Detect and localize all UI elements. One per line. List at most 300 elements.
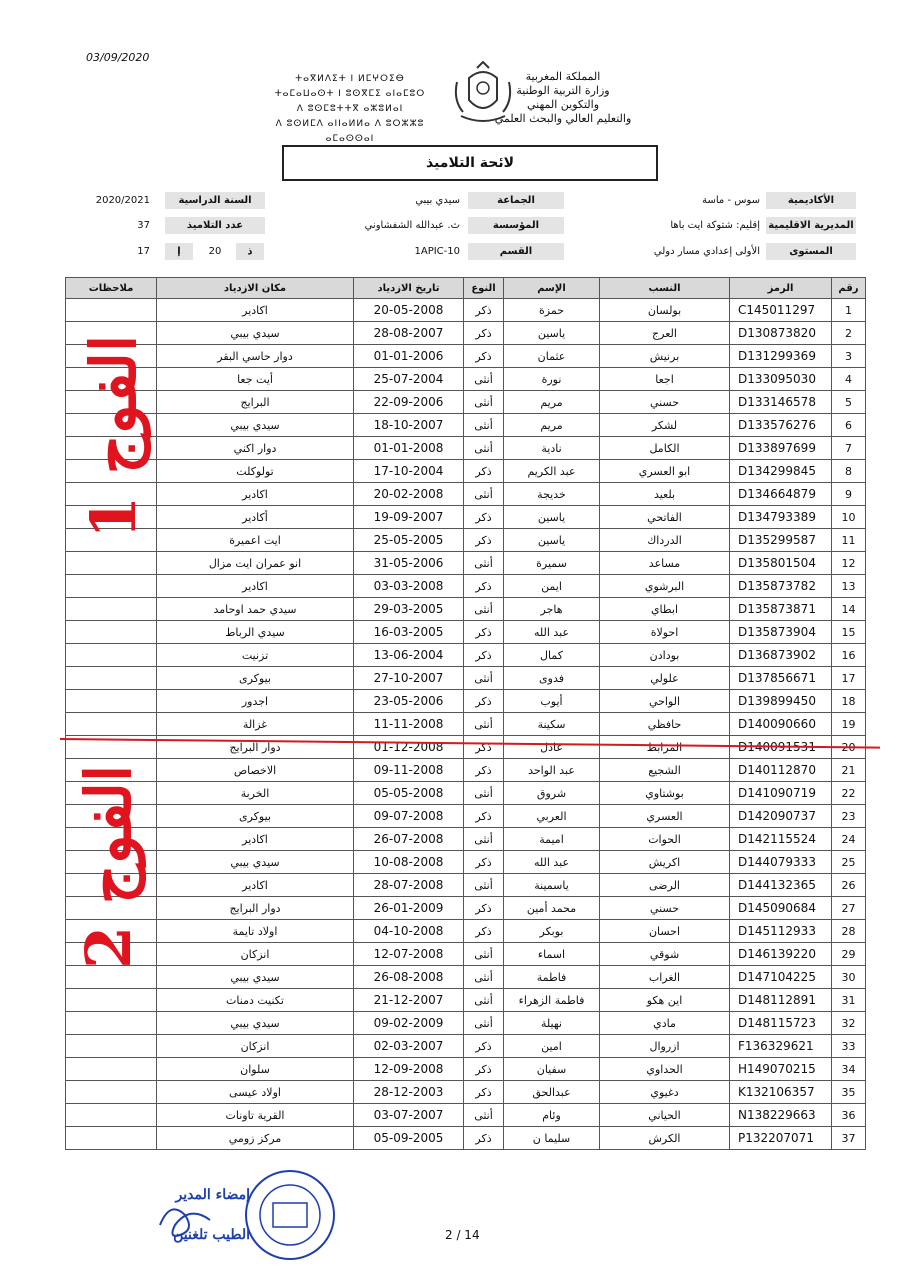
cell-number: 37 <box>832 1127 866 1150</box>
cell-sex: ذكر <box>464 1058 504 1081</box>
cell-birthdate: 21-12-2007 <box>354 989 464 1012</box>
cell-firstname: سكينة <box>504 713 600 736</box>
cell-birthdate: 13-06-2004 <box>354 644 464 667</box>
cell-code: D144079333 <box>730 851 832 874</box>
table-row <box>66 598 866 621</box>
cell-birthdate: 23-05-2006 <box>354 690 464 713</box>
table-row <box>66 713 866 736</box>
col-header-birthdate: تاريخ الازدياد <box>354 278 464 299</box>
cell-birthplace: سيدي الرباط <box>157 621 354 644</box>
cell-firstname: عثمان <box>504 345 600 368</box>
cell-birthplace: تولوكلت <box>157 460 354 483</box>
cell-sex: أنثى <box>464 667 504 690</box>
cell-birthdate: 01-01-2006 <box>354 345 464 368</box>
header-line: وزارة التربية الوطنية <box>516 84 610 97</box>
cell-birthplace: دوار البرايج <box>157 736 354 759</box>
table-row <box>66 1127 866 1150</box>
cell-birthplace: سيدي بيبي <box>157 1012 354 1035</box>
cell-sex: أنثى <box>464 943 504 966</box>
year-value: 2020/2021 <box>95 195 150 206</box>
cell-sex: أنثى <box>464 552 504 575</box>
print-date: 03/09/2020 <box>86 51 150 64</box>
cell-number: 4 <box>832 368 866 391</box>
cell-firstname: عبد الله <box>504 851 600 874</box>
cell-lastname: برنيش <box>600 345 730 368</box>
cell-sex: ذكر <box>464 897 504 920</box>
cell-code: D130873820 <box>730 322 832 345</box>
cell-lastname: الغراب <box>600 966 730 989</box>
cell-birthdate: 16-03-2005 <box>354 621 464 644</box>
cell-birthplace: اجدور <box>157 690 354 713</box>
col-header-firstname: الإسم <box>504 278 600 299</box>
cell-birthdate: 01-01-2008 <box>354 437 464 460</box>
cell-firstname: كمال <box>504 644 600 667</box>
cell-birthdate: 20-02-2008 <box>354 483 464 506</box>
cell-firstname: بوبكر <box>504 920 600 943</box>
cell-sex: أنثى <box>464 391 504 414</box>
cell-code: D137856671 <box>730 667 832 690</box>
cell-lastname: الحوات <box>600 828 730 851</box>
cell-lastname: بوشتاوي <box>600 782 730 805</box>
cell-sex: ذكر <box>464 345 504 368</box>
cell-firstname: العربي <box>504 805 600 828</box>
cell-number: 5 <box>832 391 866 414</box>
cell-firstname: مريم <box>504 414 600 437</box>
table-row <box>66 874 866 897</box>
signature-scribble-icon <box>150 1195 220 1245</box>
cell-birthdate: 09-11-2008 <box>354 759 464 782</box>
cell-sex: أنثى <box>464 598 504 621</box>
cell-birthplace: سيدي بيبي <box>157 414 354 437</box>
cell-sex: ذكر <box>464 322 504 345</box>
cell-sex: ذكر <box>464 851 504 874</box>
cell-firstname: ياسين <box>504 322 600 345</box>
cell-sex: ذكر <box>464 644 504 667</box>
cell-lastname: الواحي <box>600 690 730 713</box>
cell-birthdate: 11-11-2008 <box>354 713 464 736</box>
cell-sex: أنثى <box>464 1012 504 1035</box>
cell-code: D134299845 <box>730 460 832 483</box>
cell-lastname: بودادن <box>600 644 730 667</box>
cell-code: D131299369 <box>730 345 832 368</box>
col-header-lastname: النسب <box>600 278 730 299</box>
cell-number: 12 <box>832 552 866 575</box>
cell-birthdate: 12-09-2008 <box>354 1058 464 1081</box>
cell-birthplace: البرايج <box>157 391 354 414</box>
cell-code: D142115524 <box>730 828 832 851</box>
cell-birthplace: انزكان <box>157 943 354 966</box>
cell-birthplace: الخربة <box>157 782 354 805</box>
cell-number: 10 <box>832 506 866 529</box>
year-label: السنة الدراسية <box>165 192 265 209</box>
cell-birthplace: الاخصاص <box>157 759 354 782</box>
cell-birthplace: أكادير <box>157 506 354 529</box>
cell-birthdate: 12-07-2008 <box>354 943 464 966</box>
cell-code: N138229663 <box>730 1104 832 1127</box>
cell-code: D133897699 <box>730 437 832 460</box>
header-line: ⵜⴰⴳⵍⴷⵉⵜ ⵏ ⵍⵎⵖⵔⵉⴱ <box>295 74 405 84</box>
cell-birthplace: اكادير <box>157 828 354 851</box>
table-row <box>66 1081 866 1104</box>
cell-birthdate: 03-07-2007 <box>354 1104 464 1127</box>
academy-value: سوس - ماسة <box>702 195 760 206</box>
cell-lastname: احسان <box>600 920 730 943</box>
signature-name: الطيب تلغنين <box>173 1227 250 1243</box>
cell-code: D139899450 <box>730 690 832 713</box>
cell-birthdate: 18-10-2007 <box>354 414 464 437</box>
cell-code: D135873871 <box>730 598 832 621</box>
cell-birthplace: دوار البرايج <box>157 897 354 920</box>
cell-birthplace: انو عمران ايت مزال <box>157 552 354 575</box>
cell-number: 16 <box>832 644 866 667</box>
cell-number: 3 <box>832 345 866 368</box>
cell-sex: ذكر <box>464 759 504 782</box>
cell-code: H149070215 <box>730 1058 832 1081</box>
cell-number: 36 <box>832 1104 866 1127</box>
cell-code: D148115723 <box>730 1012 832 1035</box>
cell-code: D148112891 <box>730 989 832 1012</box>
male-count-value: 20 <box>208 246 222 257</box>
cell-birthdate: 25-07-2004 <box>354 368 464 391</box>
cell-birthplace: تكنيت دمنات <box>157 989 354 1012</box>
header-line: ⴷ ⵓⵙⵎⵓⵜⵜⴳ ⴰⵣⵓⵍⴰⵏ <box>296 104 404 114</box>
cell-sex: أنثى <box>464 966 504 989</box>
school-value: ث. عبدالله الشفشاوني <box>364 220 460 231</box>
cell-lastname: لشكر <box>600 414 730 437</box>
cell-lastname: الحياني <box>600 1104 730 1127</box>
table-row <box>66 322 866 345</box>
cell-birthplace: دوار اكني <box>157 437 354 460</box>
cell-birthdate: 28-08-2007 <box>354 322 464 345</box>
table-row <box>66 943 866 966</box>
cell-sex: ذكر <box>464 1035 504 1058</box>
cell-code: D136873902 <box>730 644 832 667</box>
cell-birthplace: انزكان <box>157 1035 354 1058</box>
cell-birthdate: 09-02-2009 <box>354 1012 464 1035</box>
cell-sex: أنثى <box>464 437 504 460</box>
table-row <box>66 437 866 460</box>
cell-lastname: اجعا <box>600 368 730 391</box>
cell-sex: أنثى <box>464 414 504 437</box>
cell-birthplace: سيدي بيبي <box>157 966 354 989</box>
cell-lastname: حافظي <box>600 713 730 736</box>
cell-lastname: اين هكو <box>600 989 730 1012</box>
commune-value: سيدي بيبي <box>415 195 460 206</box>
cell-birthplace: سيدي بيبي <box>157 851 354 874</box>
cell-birthplace: ايت اعميرة <box>157 529 354 552</box>
header-line: والتكوين المهني <box>526 98 600 111</box>
cell-birthdate: 26-01-2009 <box>354 897 464 920</box>
col-header-code: الرمز <box>730 278 832 299</box>
count-value: 37 <box>137 220 150 231</box>
cell-firstname: فاطمة الزهراء <box>504 989 600 1012</box>
cell-sex: ذكر <box>464 690 504 713</box>
cell-birthdate: 22-09-2006 <box>354 391 464 414</box>
cell-birthdate: 28-12-2003 <box>354 1081 464 1104</box>
ministry-header-tifinagh <box>250 72 450 147</box>
cell-code: D144132365 <box>730 874 832 897</box>
cell-code: D133146578 <box>730 391 832 414</box>
cell-code: D140090660 <box>730 713 832 736</box>
table-row <box>66 414 866 437</box>
cell-firstname: ياسين <box>504 529 600 552</box>
table-row <box>66 552 866 575</box>
cell-number: 33 <box>832 1035 866 1058</box>
table-row <box>66 897 866 920</box>
cell-birthplace: القرية تاونات <box>157 1104 354 1127</box>
cell-number: 2 <box>832 322 866 345</box>
cell-birthdate: 31-05-2006 <box>354 552 464 575</box>
cell-code: D135801504 <box>730 552 832 575</box>
cell-code: D133576276 <box>730 414 832 437</box>
cell-firstname: نادية <box>504 437 600 460</box>
cell-sex: أنثى <box>464 782 504 805</box>
cell-birthplace: اكادير <box>157 575 354 598</box>
table-row <box>66 1012 866 1035</box>
cell-firstname: نورة <box>504 368 600 391</box>
cell-firstname: اميمة <box>504 828 600 851</box>
table-row <box>66 966 866 989</box>
cell-number: 29 <box>832 943 866 966</box>
level-value: الأولى إعدادي مسار دولي <box>653 246 760 257</box>
cell-number: 17 <box>832 667 866 690</box>
cell-lastname: اكريش <box>600 851 730 874</box>
cell-sex: ذكر <box>464 621 504 644</box>
cell-firstname: أيوب <box>504 690 600 713</box>
cell-birthplace: سيدي بيبي <box>157 322 354 345</box>
cell-number: 21 <box>832 759 866 782</box>
cell-number: 9 <box>832 483 866 506</box>
cell-code: D145112933 <box>730 920 832 943</box>
cell-birthplace: اكادير <box>157 483 354 506</box>
table-row <box>66 644 866 667</box>
cell-firstname: فاطمة <box>504 966 600 989</box>
cell-lastname: العسري <box>600 805 730 828</box>
cell-birthplace: دوار حاسي البقر <box>157 345 354 368</box>
cell-number: 23 <box>832 805 866 828</box>
cell-birthdate: 25-05-2005 <box>354 529 464 552</box>
cell-birthdate: 19-09-2007 <box>354 506 464 529</box>
cell-lastname: ازروال <box>600 1035 730 1058</box>
cell-lastname: الكامل <box>600 437 730 460</box>
cell-birthdate: 09-07-2008 <box>354 805 464 828</box>
cell-sex: ذكر <box>464 1081 504 1104</box>
table-row <box>66 460 866 483</box>
col-header-sex: النوع <box>464 278 504 299</box>
table-row <box>66 1058 866 1081</box>
header-line: والتعليم العالي والبحث العلمي <box>494 112 632 125</box>
cell-birthplace: مركز زومي <box>157 1127 354 1150</box>
table-row <box>66 989 866 1012</box>
cell-birthplace: بيوكرى <box>157 667 354 690</box>
cell-sex: أنثى <box>464 874 504 897</box>
cell-code: D135299587 <box>730 529 832 552</box>
cell-firstname: خديجة <box>504 483 600 506</box>
cell-number: 32 <box>832 1012 866 1035</box>
document-title: لائحة التلاميذ <box>282 145 658 181</box>
header-line: المملكة المغربية <box>525 70 601 83</box>
table-row <box>66 759 866 782</box>
cell-number: 13 <box>832 575 866 598</box>
cell-code: D141090719 <box>730 782 832 805</box>
cell-sex: ذكر <box>464 575 504 598</box>
cell-birthdate: 05-09-2005 <box>354 1127 464 1150</box>
cell-number: 26 <box>832 874 866 897</box>
cell-firstname: عبد الله <box>504 621 600 644</box>
cell-firstname: ياسمينة <box>504 874 600 897</box>
cell-number: 19 <box>832 713 866 736</box>
group1-annotation: الفوج 1 <box>77 335 150 540</box>
cell-lastname: حسني <box>600 897 730 920</box>
cell-birthplace: أيت جعا <box>157 368 354 391</box>
cell-sex: أنثى <box>464 989 504 1012</box>
cell-sex: ذكر <box>464 1127 504 1150</box>
cell-code: D134664879 <box>730 483 832 506</box>
cell-number: 27 <box>832 897 866 920</box>
cell-firstname: نهيلة <box>504 1012 600 1035</box>
cell-code: F136329621 <box>730 1035 832 1058</box>
cell-sex: ذكر <box>464 299 504 322</box>
group2-annotation: الفوج 2 <box>72 765 145 970</box>
cell-birthdate: 02-03-2007 <box>354 1035 464 1058</box>
cell-number: 31 <box>832 989 866 1012</box>
cell-birthplace: اولاد تايمة <box>157 920 354 943</box>
cell-code: D140112870 <box>730 759 832 782</box>
cell-code: D135873904 <box>730 621 832 644</box>
cell-firstname: ايمن <box>504 575 600 598</box>
cell-lastname: شوقي <box>600 943 730 966</box>
cell-firstname: شروق <box>504 782 600 805</box>
table-row <box>66 391 866 414</box>
cell-code: D133095030 <box>730 368 832 391</box>
school-label: المؤسسة <box>468 217 564 234</box>
cell-code: P132207071 <box>730 1127 832 1150</box>
cell-sex: أنثى <box>464 713 504 736</box>
cell-number: 18 <box>832 690 866 713</box>
male-count-label: ذ <box>236 243 264 260</box>
cell-birthplace: تزنيت <box>157 644 354 667</box>
cell-firstname: سفيان <box>504 1058 600 1081</box>
cell-birthplace: اولاد عيسى <box>157 1081 354 1104</box>
cell-number: 30 <box>832 966 866 989</box>
cell-birthdate: 17-10-2004 <box>354 460 464 483</box>
cell-lastname: مادي <box>600 1012 730 1035</box>
cell-sex: ذكر <box>464 805 504 828</box>
cell-lastname: البرشوي <box>600 575 730 598</box>
cell-firstname: حمزة <box>504 299 600 322</box>
cell-birthplace: بيوكرى <box>157 805 354 828</box>
cell-number: 1 <box>832 299 866 322</box>
col-header-number: رقم <box>832 278 866 299</box>
direction-value: إقليم: شتوكة ايت باها <box>670 220 760 231</box>
cell-lastname: دغيوي <box>600 1081 730 1104</box>
cell-birthplace: اكادير <box>157 299 354 322</box>
cell-birthdate: 10-08-2008 <box>354 851 464 874</box>
signature-caption: إمضاء المدير <box>175 1187 250 1203</box>
cell-number: 22 <box>832 782 866 805</box>
table-row <box>66 575 866 598</box>
cell-number: 14 <box>832 598 866 621</box>
table-row <box>66 1104 866 1127</box>
col-header-notes: ملاحظات <box>66 278 157 299</box>
cell-code: D134793389 <box>730 506 832 529</box>
cell-firstname: مريم <box>504 391 600 414</box>
cell-firstname: ياسين <box>504 506 600 529</box>
cell-number: 7 <box>832 437 866 460</box>
cell-birthdate: 20-05-2008 <box>354 299 464 322</box>
cell-birthdate: 05-05-2008 <box>354 782 464 805</box>
table-row <box>66 690 866 713</box>
table-row <box>66 299 866 322</box>
cell-sex: ذكر <box>464 736 504 759</box>
cell-firstname: سليما ن <box>504 1127 600 1150</box>
cell-lastname: مساعد <box>600 552 730 575</box>
cell-number: 20 <box>832 736 866 759</box>
table-row <box>66 1035 866 1058</box>
cell-sex: ذكر <box>464 460 504 483</box>
cell-lastname: احولاة <box>600 621 730 644</box>
table-row <box>66 805 866 828</box>
cell-number: 34 <box>832 1058 866 1081</box>
cell-firstname: عبدالحق <box>504 1081 600 1104</box>
official-stamp-icon <box>235 1165 345 1265</box>
cell-firstname: فدوى <box>504 667 600 690</box>
cell-birthdate: 27-10-2007 <box>354 667 464 690</box>
cell-birthplace: اكادير <box>157 874 354 897</box>
cell-lastname: بلعيد <box>600 483 730 506</box>
cell-lastname: بولسان <box>600 299 730 322</box>
cell-sex: أنثى <box>464 483 504 506</box>
col-header-birthplace: مكان الازدياد <box>157 278 354 299</box>
cell-birthdate: 26-07-2008 <box>354 828 464 851</box>
cell-birthplace: سيدي حمد اوحامد <box>157 598 354 621</box>
cell-number: 28 <box>832 920 866 943</box>
cell-code: D135873782 <box>730 575 832 598</box>
level-label: المستوى <box>766 243 856 260</box>
cell-lastname: ابطاي <box>600 598 730 621</box>
cell-firstname: محمد أمين <box>504 897 600 920</box>
table-row <box>66 851 866 874</box>
cell-number: 11 <box>832 529 866 552</box>
count-label: عدد التلاميذ <box>165 217 265 234</box>
cell-sex: أنثى <box>464 828 504 851</box>
cell-code: C145011297 <box>730 299 832 322</box>
cell-lastname: الفاتحي <box>600 506 730 529</box>
cell-firstname: اسماء <box>504 943 600 966</box>
cell-birthdate: 26-08-2008 <box>354 966 464 989</box>
cell-number: 35 <box>832 1081 866 1104</box>
commune-label: الجماعة <box>468 192 564 209</box>
cell-number: 15 <box>832 621 866 644</box>
cell-firstname: عبد الكريم <box>504 460 600 483</box>
cell-number: 25 <box>832 851 866 874</box>
cell-firstname: عادل <box>504 736 600 759</box>
cell-firstname: هاجر <box>504 598 600 621</box>
cell-code: D145090684 <box>730 897 832 920</box>
table-row <box>66 506 866 529</box>
cell-firstname: عبد الواحد <box>504 759 600 782</box>
cell-lastname: العرج <box>600 322 730 345</box>
cell-sex: أنثى <box>464 368 504 391</box>
cell-firstname: وئام <box>504 1104 600 1127</box>
female-count-value: 17 <box>137 246 150 257</box>
cell-number: 24 <box>832 828 866 851</box>
cell-birthplace: سلوان <box>157 1058 354 1081</box>
cell-lastname: علولي <box>600 667 730 690</box>
cell-lastname: ابو العسري <box>600 460 730 483</box>
academy-label: الأكاديمية <box>766 192 856 209</box>
table-row <box>66 920 866 943</box>
